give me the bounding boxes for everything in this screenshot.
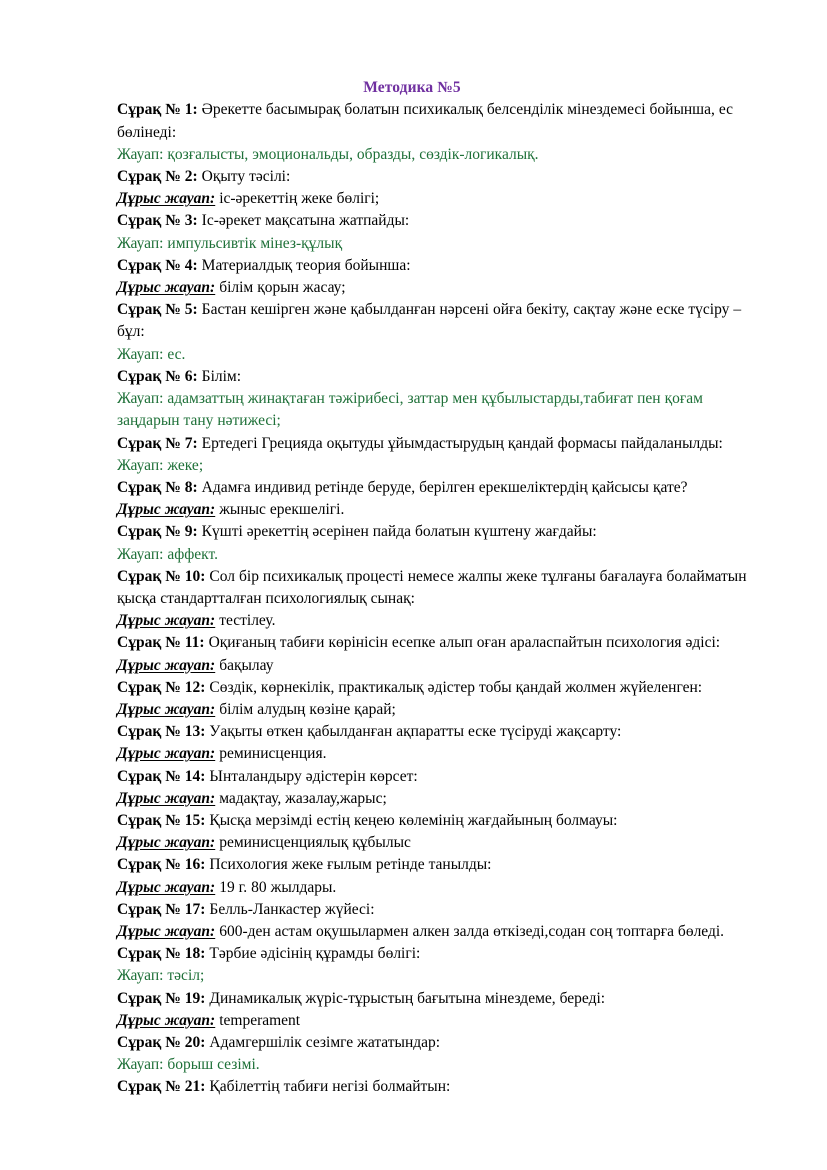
answer-text: бақылау — [219, 656, 274, 674]
qa-entry — [117, 899, 767, 943]
answer-line — [117, 965, 767, 987]
question-text: Іс-әрекет мақсатына жатпайды: — [201, 212, 410, 230]
question-line — [117, 210, 767, 232]
question-line — [117, 255, 767, 277]
qa-entry — [117, 632, 767, 676]
question-text: Психология жеке ғылым ретінде танылды: — [209, 856, 492, 874]
question-label: Сұрақ № 17: — [117, 900, 206, 918]
qa-entry — [117, 299, 767, 366]
answer-line — [117, 499, 767, 521]
question-label: Сұрақ № 19: — [117, 989, 206, 1007]
answer-line — [117, 743, 767, 765]
answer-text: білім алудың көзіне қарай; — [219, 700, 396, 718]
question-text: Білім: — [201, 367, 242, 385]
answer-text: жыныс ерекшелігі. — [219, 501, 345, 519]
question-label: Сұрақ № 13: — [117, 723, 206, 741]
question-label: Сұрақ № 1: — [117, 101, 198, 119]
question-line — [117, 433, 767, 455]
qa-entry — [117, 721, 767, 765]
question-text: Сол бір психикалық процесті немесе жалпы жеке тұлғаны бағалауға болайматын қысқа стандартталған психологиялық сынақ: — [117, 567, 747, 607]
qa-list — [117, 99, 767, 1098]
qa-entry — [117, 366, 767, 433]
qa-entry — [117, 477, 767, 521]
page-title: Методика №5 — [363, 79, 461, 96]
question-text: Динамикалық жүріс-тұрыстың бағытына мінездеме, береді: — [209, 989, 606, 1007]
question-line — [117, 943, 767, 965]
question-line — [117, 477, 767, 499]
answer-label: Дұрыс жауап: — [117, 501, 216, 519]
answer-line — [117, 277, 767, 299]
question-text: Уақыты өткен қабылданған ақпаратты еске түсіруді жақсарту: — [209, 723, 622, 741]
question-label: Сұрақ № 7: — [117, 434, 198, 452]
answer-text: жеке; — [167, 456, 204, 474]
question-line — [117, 677, 767, 699]
answer-label: Дұрыс жауап: — [117, 612, 216, 630]
answer-line — [117, 388, 767, 432]
question-line — [117, 988, 767, 1010]
question-line — [117, 721, 767, 743]
answer-text: борыш сезімі. — [167, 1056, 260, 1074]
question-text: Әрекетте басымырақ болатын психикалық белсенділік мінездемесі бойынша, ес бөлінеді: — [117, 101, 733, 141]
question-label: Сұрақ № 15: — [117, 811, 206, 829]
answer-label: Дұрыс жауап: — [117, 922, 216, 940]
answer-label: Дұрыс жауап: — [117, 700, 216, 718]
qa-entry — [117, 810, 767, 854]
question-line — [117, 99, 767, 143]
answer-line — [117, 788, 767, 810]
question-text: Оқыту тәсілі: — [201, 168, 291, 186]
question-label: Сұрақ № 16: — [117, 856, 206, 874]
qa-entry — [117, 210, 767, 254]
answer-line — [117, 655, 767, 677]
answer-label: Жауап: — [117, 456, 164, 474]
question-text: Қабілеттің табиғи негізі болмайтын: — [209, 1078, 451, 1096]
answer-text: реминисценциялық құбылыс — [219, 834, 411, 852]
question-label: Сұрақ № 12: — [117, 678, 206, 696]
question-label: Сұрақ № 4: — [117, 256, 198, 274]
answer-label: Дұрыс жауап: — [117, 878, 216, 896]
qa-entry — [117, 677, 767, 721]
answer-text: мадақтау, жазалау,жарыс; — [219, 789, 387, 807]
answer-label: Жауап: — [117, 345, 164, 363]
question-label: Сұрақ № 20: — [117, 1033, 206, 1051]
answer-text: импульсивтік мінез-құлық — [167, 234, 343, 252]
qa-entry — [117, 943, 767, 987]
question-line — [117, 566, 767, 610]
question-label: Сұрақ № 3: — [117, 212, 198, 230]
question-label: Сұрақ № 14: — [117, 767, 206, 785]
question-label: Сұрақ № 10: — [117, 567, 206, 585]
question-label: Сұрақ № 18: — [117, 945, 206, 963]
answer-line — [117, 610, 767, 632]
answer-label: Дұрыс жауап: — [117, 190, 216, 208]
answer-line — [117, 699, 767, 721]
answer-text: қозғалысты, эмоциональды, образды, сөздік-логикалық. — [167, 145, 539, 163]
qa-entry — [117, 99, 767, 166]
qa-entry — [117, 255, 767, 299]
question-label: Сұрақ № 6: — [117, 367, 198, 385]
answer-line — [117, 455, 767, 477]
qa-entry — [117, 566, 767, 633]
question-text: Бастан кешірген және қабылданған нәрсені ойға бекіту, сақтау және еске түсіру – бұл: — [117, 301, 742, 341]
question-line — [117, 766, 767, 788]
qa-entry — [117, 1076, 767, 1098]
answer-line — [117, 188, 767, 210]
answer-line — [117, 921, 767, 943]
question-text: Қысқа мерзімді естің кеңею көлемінің жағдайының болмауы: — [209, 811, 618, 829]
answer-text: ес. — [167, 345, 186, 363]
question-text: Тәрбие әдісінің құрамды бөлігі: — [209, 945, 421, 963]
answer-line — [117, 877, 767, 899]
question-label: Сұрақ № 9: — [117, 523, 198, 541]
answer-text: іс-әрекеттің жеке бөлігі; — [219, 190, 380, 208]
question-label: Сұрақ № 2: — [117, 168, 198, 186]
question-line — [117, 1032, 767, 1054]
question-text: Адамгершілік сезімге жататындар: — [209, 1033, 441, 1051]
question-line — [117, 810, 767, 832]
qa-entry — [117, 766, 767, 810]
qa-entry — [117, 988, 767, 1032]
answer-text: тәсіл; — [167, 967, 205, 985]
answer-line — [117, 144, 767, 166]
answer-text: аффект. — [167, 545, 218, 563]
question-line — [117, 521, 767, 543]
question-label: Сұрақ № 11: — [117, 634, 205, 652]
qa-entry — [117, 521, 767, 565]
answer-label: Жауап: — [117, 1056, 164, 1074]
question-text: Ынталандыру әдістерін көрсет: — [209, 767, 418, 785]
answer-text: тестілеу. — [219, 612, 276, 630]
answer-text: адамзаттың жинақтаған тәжірибесі, заттар мен құбылыстарды,табиғат пен қоғам заңдарын тану нәтижесі; — [117, 390, 703, 430]
question-line — [117, 366, 767, 388]
question-line — [117, 299, 767, 343]
answer-line — [117, 544, 767, 566]
answer-line — [117, 1010, 767, 1032]
answer-text: 19 г. 80 жылдары. — [219, 878, 337, 896]
question-text: Материалдық теория бойынша: — [201, 256, 411, 274]
question-text: Белль-Ланкастер жүйесі: — [209, 900, 375, 918]
question-label: Сұрақ № 21: — [117, 1078, 206, 1096]
question-line — [117, 632, 767, 654]
question-label: Сұрақ № 5: — [117, 301, 198, 319]
qa-entry — [117, 433, 767, 477]
qa-entry — [117, 854, 767, 898]
answer-line — [117, 233, 767, 255]
answer-line — [117, 1054, 767, 1076]
question-text: Адамға индивид ретінде беруде, берілген ерекшеліктердің қайсысы қате? — [201, 478, 688, 496]
question-line — [117, 854, 767, 876]
question-line — [117, 899, 767, 921]
answer-text: temperament — [219, 1011, 301, 1029]
question-text: Ертедегі Грецияда оқытуды ұйымдастырудың қандай формасы пайдаланылды: — [201, 434, 723, 452]
answer-label: Жауап: — [117, 234, 164, 252]
qa-entry — [117, 166, 767, 210]
answer-label: Дұрыс жауап: — [117, 789, 216, 807]
answer-line — [117, 832, 767, 854]
answer-label: Жауап: — [117, 545, 164, 563]
question-text: Сөздік, көрнекілік, практикалық әдістер тобы қандай жолмен жүйеленген: — [209, 678, 703, 696]
answer-label: Жауап: — [117, 967, 164, 985]
answer-label: Дұрыс жауап: — [117, 834, 216, 852]
answer-line — [117, 344, 767, 366]
answer-label: Дұрыс жауап: — [117, 279, 216, 297]
question-text: Оқиғаның табиғи көрінісін есепке алып оған араласпайтын психология әдісі: — [208, 634, 721, 652]
answer-text: білім қорын жасау; — [219, 279, 346, 297]
question-label: Сұрақ № 8: — [117, 478, 198, 496]
question-line — [117, 1076, 767, 1098]
question-line — [117, 166, 767, 188]
answer-label: Жауап: — [117, 390, 164, 408]
answer-label: Дұрыс жауап: — [117, 1011, 216, 1029]
answer-text: реминисценция. — [219, 745, 327, 763]
answer-label: Жауап: — [117, 145, 164, 163]
question-text: Күшті әрекеттің әсерінен пайда болатын күштену жағдайы: — [201, 523, 597, 541]
qa-entry — [117, 1032, 767, 1076]
answer-text: 600-ден астам оқушылармен алкен залда өткізеді,содан соң топтарға бөледі. — [219, 922, 725, 940]
answer-label: Дұрыс жауап: — [117, 745, 216, 763]
answer-label: Дұрыс жауап: — [117, 656, 216, 674]
